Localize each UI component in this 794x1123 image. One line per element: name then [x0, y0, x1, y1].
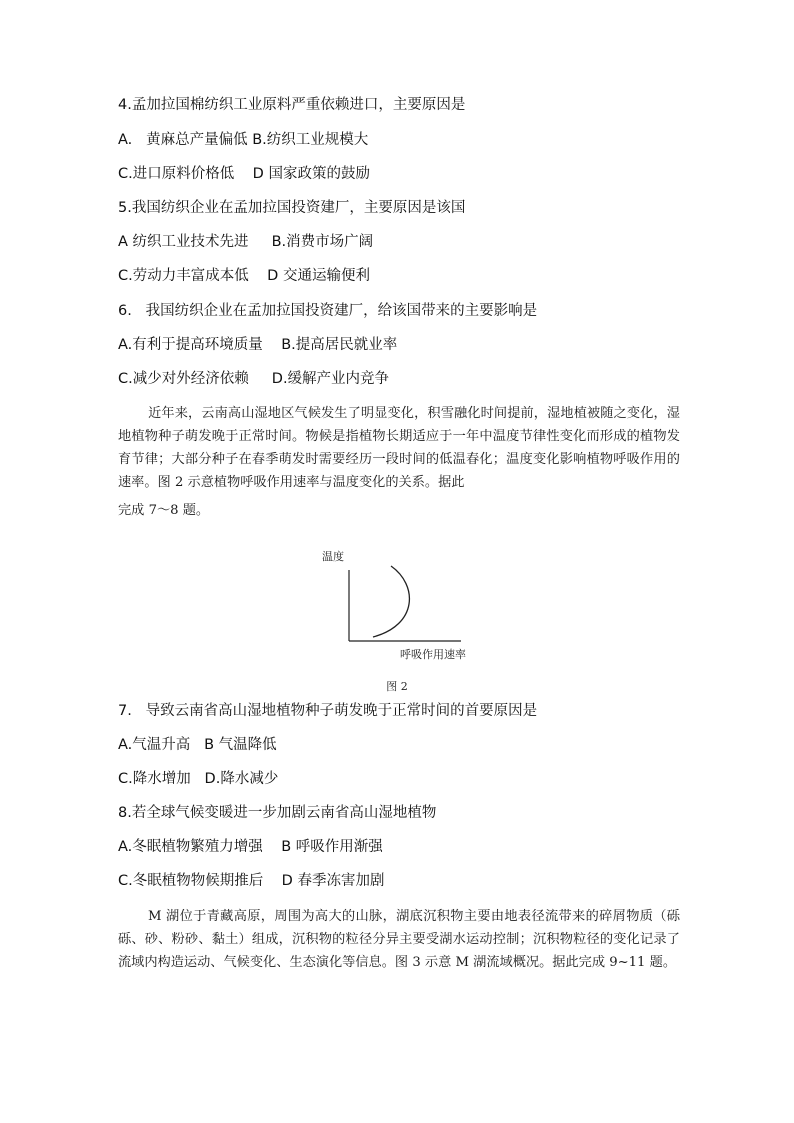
q4-options-cd: C.进口原料价格低 D 国家政策的鼓励 [118, 166, 370, 182]
q8-stem: 8.若全球气候变暖进一步加剧云南省高山湿地植物 [118, 805, 437, 821]
q6-options-cd: C.减少对外经济依赖 D.缓解产业内竞争 [118, 371, 390, 387]
q4-options-ab: A. 黄麻总产量偏低 B.纺织工业规模大 [118, 132, 369, 148]
q5-stem: 5.我国纺织企业在孟加拉国投资建厂，主要原因是该国 [118, 200, 466, 216]
passage-yunnan-body: 近年来，云南高山湿地区气候发生了明显变化，积雪融化时间提前，湿地植被随之变化，湿地植物种子萌发晚于正常时间。物候是指植物长期适应于一年中温度节律性变化而形成的植物发育节律；大部分种子在春季萌发时需要经历一段时间的低温春化；温度变化影响植物呼吸作用的速率。图 2 示意植物呼吸作用速率与温度变化的关系。据此 [118, 406, 680, 490]
q4-stem: 4.孟加拉国棉纺织工业原料严重依赖进口，主要原因是 [118, 97, 466, 113]
figure-respiration-temperature [300, 540, 500, 692]
figure-caption: 图 2 [386, 680, 408, 693]
q6-stem: 6. 我国纺织企业在孟加拉国投资建厂，给该国带来的主要影响是 [118, 303, 538, 319]
passage-m-lake [118, 905, 680, 974]
q8-options-ab: A.冬眠植物繁殖力增强 B 呼吸作用渐强 [118, 839, 383, 855]
q5-options-ab: A 纺织工业技术先进 B.消费市场广阔 [118, 234, 374, 250]
figure-curve [373, 566, 409, 637]
q8-options-cd: C.冬眠植物物候期推后 D 春季冻害加剧 [118, 873, 385, 889]
passage-yunnan-wetland [118, 402, 680, 494]
q7-stem: 7. 导致云南省高山湿地植物种子萌发晚于正常时间的首要原因是 [118, 703, 538, 719]
figure-xlabel: 呼吸作用速率 [400, 648, 466, 661]
passage-yunnan-tail: 完成 7～8 题。 [118, 503, 210, 518]
q6-options-ab: A.有利于提高环境质量 B.提高居民就业率 [118, 337, 398, 353]
passage-m-lake-body: M 湖位于青藏高原，周围为高大的山脉，湖底沉积物主要由地表径流带来的碎屑物质（砾砾、砂、粉砂、黏土）组成，沉积物的粒径分异主要受湖水运动控制；沉积物粒径的变化记录了流域内构造运动、气候变化、生态演化等信息。图 3 示意 M 湖流域概况。据此完成 9~11 题。 [118, 909, 680, 970]
q7-options-cd: C.降水增加 D.降水减少 [118, 771, 279, 787]
figure-ylabel: 温度 [322, 550, 344, 563]
q5-options-cd: C.劳动力丰富成本低 D 交通运输便利 [118, 268, 370, 284]
q7-options-ab: A.气温升高 B 气温降低 [118, 737, 277, 753]
